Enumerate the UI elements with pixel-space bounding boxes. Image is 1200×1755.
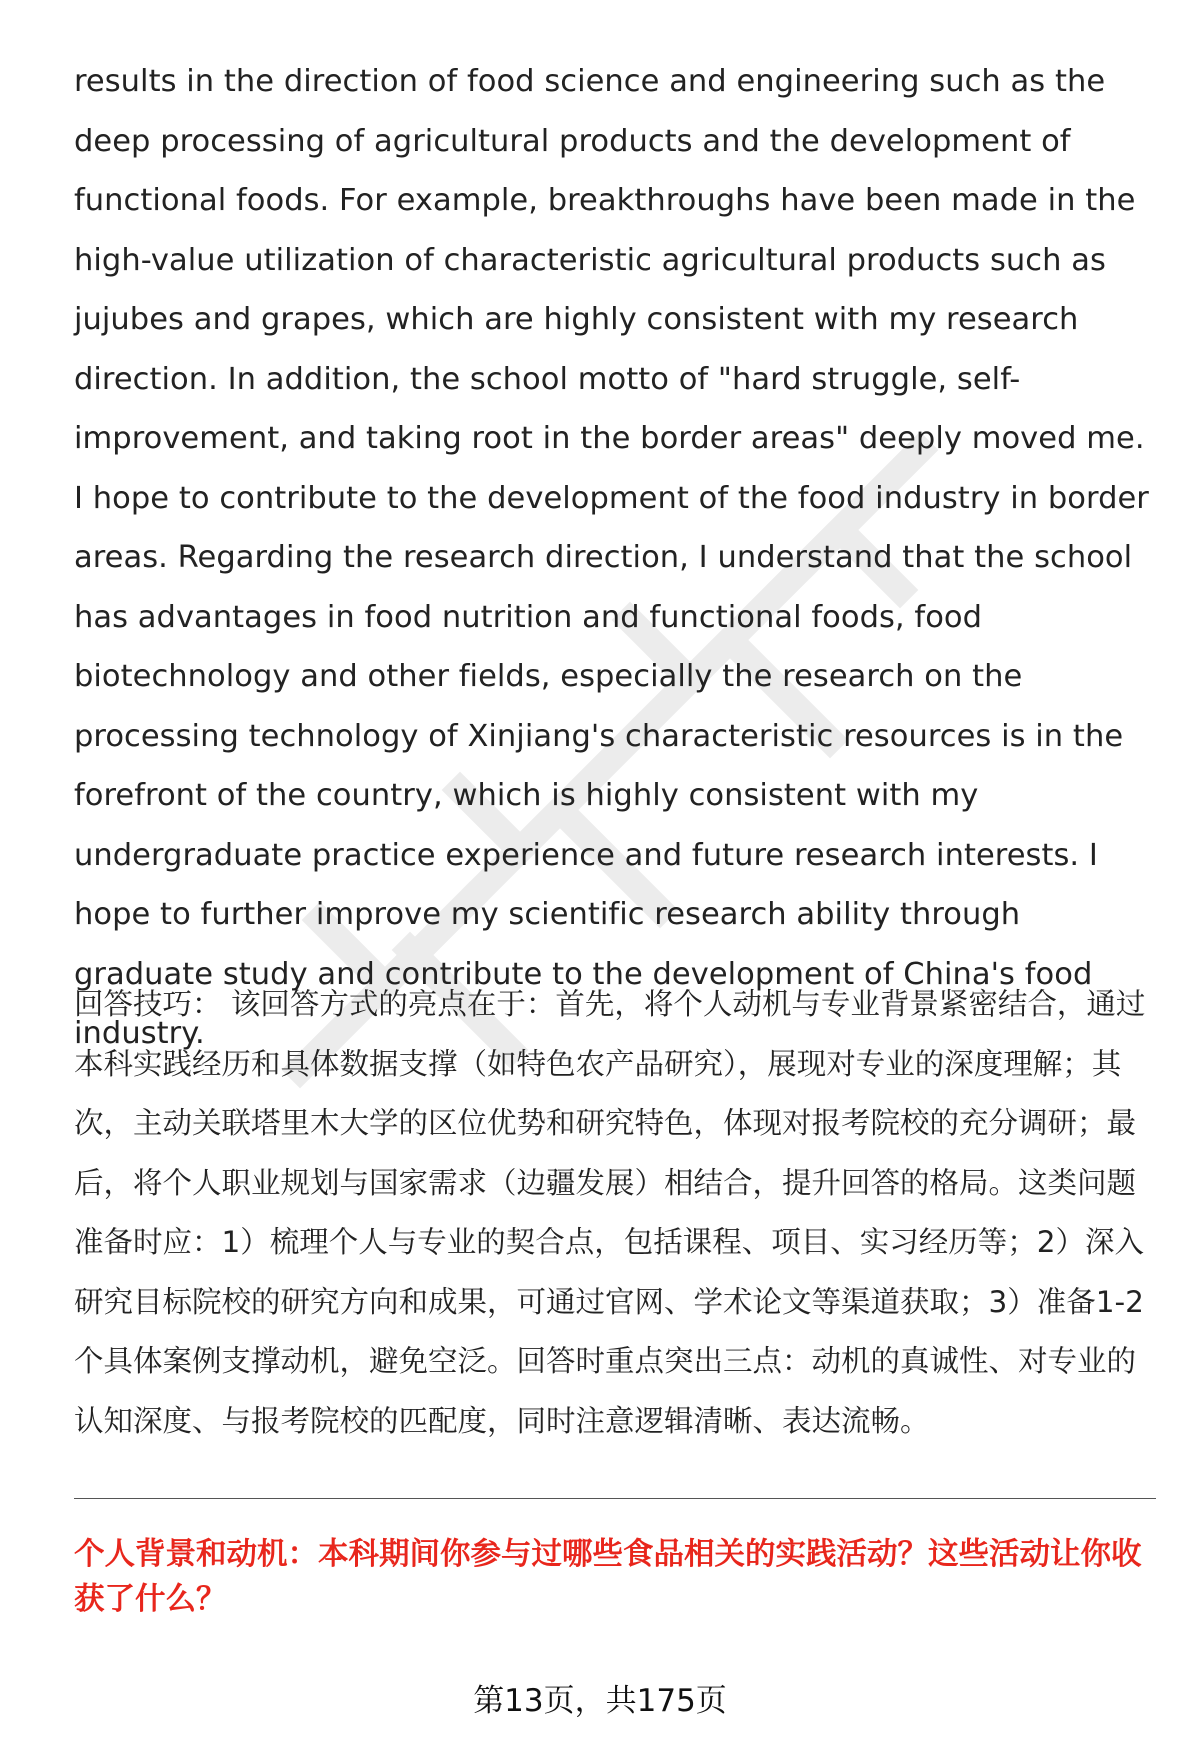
interview-question-heading: 个人背景和动机：本科期间你参与过哪些食品相关的实践活动？这些活动让你收获了什么？ — [74, 1537, 1142, 1617]
answer-tips-paragraph: 回答技巧： 该回答方式的亮点在于：首先，将个人动机与专业背景紧密结合，通过本科实践经历和具体数据支撑（如特色农产品研究），展现对专业的深度理解；其次，主动关联塔里木大学的区位优势和研究特色，体现对报考院校的充分调研；最后，将个人职业规划与国家需求（边疆发展）相结合，提升回答的格局。这类问题准备时应：1）梳理个人与专业的契合点，包括课程、项目、实习经历等；2）深入研究目标院校的研究方向和成果，可通过官网、学术论文等渠道获取；3）准备1-2个具体案例支撑动机，避免空泛。回答时重点突出三点：动机的真诚性、对专业的认知深度、与报考院校的匹配度，同时注意逻辑清晰、表达流畅。 — [74, 987, 1146, 1438]
page-number-footer: 第13页，共175页 — [473, 1683, 727, 1719]
section-divider — [74, 1498, 1156, 1499]
answer-paragraph: results in the direction of food science and engineering such as the deep processing of agricultural products and the development of functional foods. For example, breakthroughs have been made in the high-value utilization of characteristic agricultural products such as jujubes and grapes, which are highly consistent with my research direction. In addition, the school motto of "hard struggle, self-improvement, and taking root in the border areas" deeply moved me. I hope to contribute to the development of the food industry in border areas. Regarding the research direction, I understand that the school has advantages in food nutrition and functional foods, food biotechnology and other fields, especially the research on the processing technology of Xinjiang's characteristic resources is in the forefront of the country, which is highly consistent with my undergraduate practice experience and future research interests. I hope to further improve my scientific research ability through graduate study and contribute to the development of China's food industry. — [74, 64, 1149, 1051]
